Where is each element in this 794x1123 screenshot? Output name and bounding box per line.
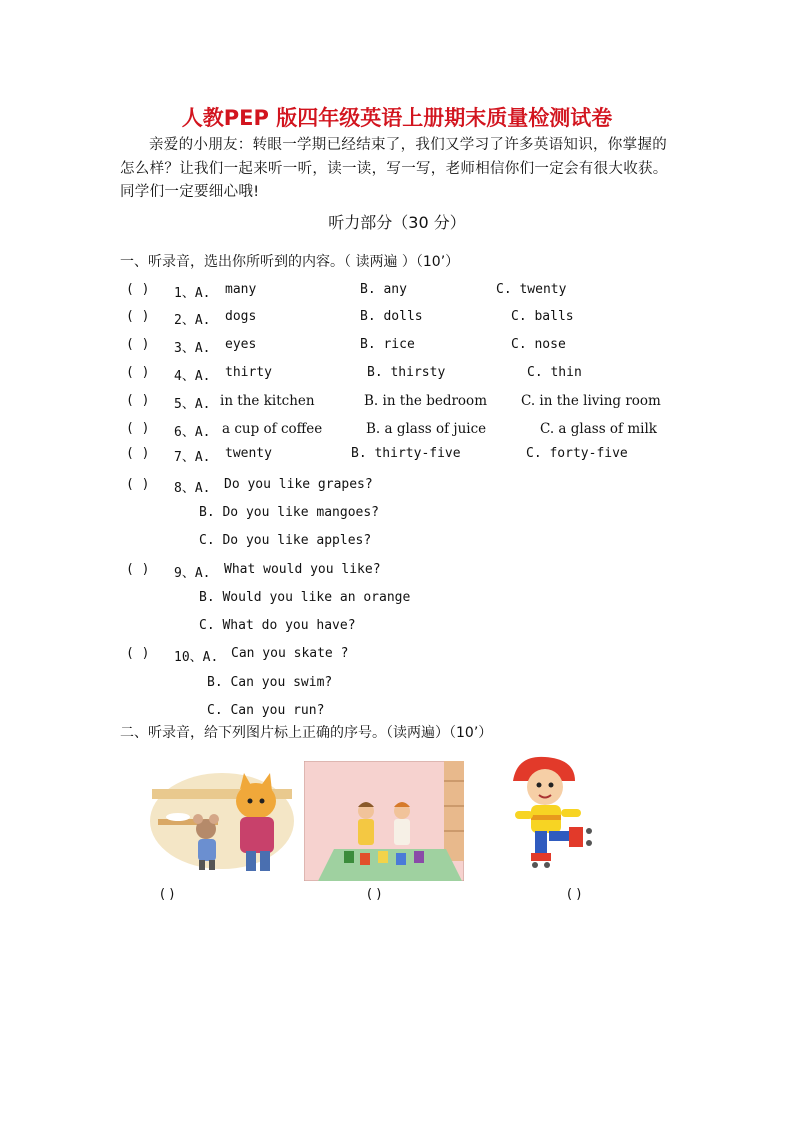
answer-blank[interactable]: ( ) <box>126 393 150 408</box>
question-row <box>120 282 690 304</box>
question-number: 9、A. <box>174 566 211 581</box>
question-row <box>120 646 690 668</box>
option-b: B. Do you like mangoes? <box>199 505 380 520</box>
question-row <box>120 446 690 468</box>
option-c: C. What do you have? <box>199 618 356 633</box>
option-a: many <box>225 282 257 297</box>
picture-answer-blank[interactable]: ( ) <box>160 887 175 902</box>
question-number: 7、A. <box>174 450 211 465</box>
answer-blank[interactable]: ( ) <box>126 421 150 436</box>
option-a: What would you like? <box>224 562 381 577</box>
option-c: C. twenty <box>496 282 567 297</box>
option-c: C. Can you run? <box>207 703 325 718</box>
option-c: C. forty-five <box>526 446 628 461</box>
question-number: 6、A. <box>174 425 211 440</box>
question-number: 1、A. <box>174 286 211 301</box>
option-c: C. Do you like apples? <box>199 533 372 548</box>
question-number: 5、A. <box>174 397 211 412</box>
option-a: Can you skate ? <box>231 646 349 661</box>
option-a: dogs <box>225 309 257 324</box>
answer-blank[interactable]: ( ) <box>126 282 150 297</box>
answer-blank[interactable]: ( ) <box>126 646 150 661</box>
option-a: twenty <box>225 446 272 461</box>
question-number: 4、A. <box>174 369 211 384</box>
option-b: B. thirty-five <box>351 446 461 461</box>
option-c: C. balls <box>511 309 574 324</box>
page-title: 人教PEP 版四年级英语上册期末质量检测试卷 <box>181 106 613 130</box>
listening-heading: 听力部分（30 分） <box>328 213 466 232</box>
section2-heading: 二、听录音，给下列图片标上正确的序号。（读两遍）（10’） <box>120 725 493 741</box>
option-a: a cup of coffee <box>222 421 323 437</box>
option-b: B. thirsty <box>367 365 446 380</box>
option-b: B. dolls <box>360 309 423 324</box>
question-row <box>120 562 690 584</box>
option-c: C. in the living room <box>521 393 661 409</box>
question-row <box>120 393 690 415</box>
answer-blank[interactable]: ( ) <box>126 477 150 492</box>
answer-blank[interactable]: ( ) <box>126 337 150 352</box>
people-at-table-picture <box>304 761 464 881</box>
option-b: B. Can you swim? <box>207 675 333 690</box>
option-b: B. a glass of juice <box>366 421 487 437</box>
option-b: B. Would you like an orange <box>199 590 411 605</box>
question-number: 2、A. <box>174 313 211 328</box>
boy-skating-picture <box>505 753 601 873</box>
answer-blank[interactable]: ( ) <box>126 365 150 380</box>
option-a: eyes <box>225 337 257 352</box>
option-b: B. in the bedroom <box>364 393 487 409</box>
question-row <box>120 309 690 331</box>
question-row <box>120 365 690 387</box>
option-c: C. thin <box>527 365 582 380</box>
question-number: 8、A. <box>174 481 211 496</box>
answer-blank[interactable]: ( ) <box>126 309 150 324</box>
section1-heading: 一、听录音，选出你所听到的内容。（ 读两遍 ）（10’） <box>120 254 460 270</box>
option-b: B. rice <box>360 337 415 352</box>
option-a: Do you like grapes? <box>224 477 373 492</box>
question-row <box>120 477 690 499</box>
picture-answer-blank[interactable]: ( ) <box>567 887 582 902</box>
cat-and-mouse-kitchen-picture <box>148 761 296 876</box>
question-number: 10、A. <box>174 650 219 665</box>
option-a: in the kitchen <box>220 393 315 409</box>
answer-blank[interactable]: ( ) <box>126 446 150 461</box>
question-row <box>120 337 690 359</box>
option-a: thirty <box>225 365 272 380</box>
option-c: C. nose <box>511 337 566 352</box>
intro-paragraph: 亲爱的小朋友：转眼一学期已经结束了，我们又学习了许多英语知识，你掌握的怎么样？让我们一起来听一听，读一读，写一写，老师相信你们一定会有很大收获。同学们一定要细心哦! <box>120 137 668 200</box>
option-b: B. any <box>360 282 407 297</box>
picture-answer-blank[interactable]: ( ) <box>367 887 382 902</box>
option-c: C. a glass of milk <box>540 421 657 437</box>
answer-blank[interactable]: ( ) <box>126 562 150 577</box>
question-row <box>120 421 690 443</box>
question-number: 3、A. <box>174 341 211 356</box>
